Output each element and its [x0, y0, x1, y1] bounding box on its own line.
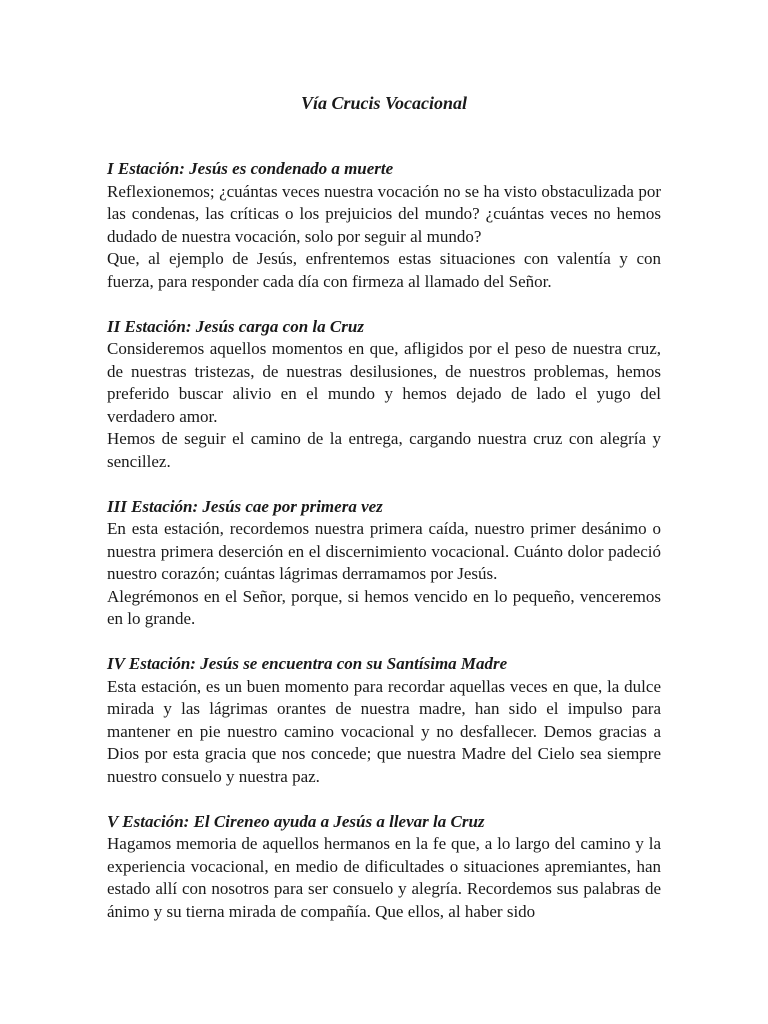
station-1 — [107, 158, 661, 293]
station-5 — [107, 811, 661, 924]
station-1-paragraph-2: Que, al ejemplo de Jesús, enfrentemos estas situaciones con valentía y con fuerza, para responder cada día con firmeza al llamado del Señor. — [107, 249, 661, 291]
station-3-paragraph-1: En esta estación, recordemos nuestra primera caída, nuestro primer desánimo o nuestra primera deserción en el discernimiento vocacional. Cuánto dolor padeció nuestro corazón; cuántas lágrimas derramamos por Jesús. — [107, 519, 661, 583]
station-4 — [107, 653, 661, 788]
document-page — [107, 88, 661, 946]
station-4-heading: IV Estación: Jesús se encuentra con su Santísima Madre — [107, 654, 508, 673]
station-1-heading: I Estación: Jesús es condenado a muerte — [107, 159, 394, 178]
station-3-paragraph-2: Alegrémonos en el Señor, porque, si hemos vencido en lo pequeño, venceremos en lo grande. — [107, 586, 661, 628]
station-4-paragraph-1: Esta estación, es un buen momento para recordar aquellas veces en que, la dulce mirada y las lágrimas orantes de nuestra madre, han sido el impulso para mantener en pie nuestro camino vocacional y no desfallecer. Demos gracias a Dios por esta gracia que nos concede; que nuestra Madre del Cielo sea siempre nuestro consuelo y nuestra paz. — [107, 676, 661, 786]
station-1-paragraph-1: Reflexionemos; ¿cuántas veces nuestra vocación no se ha visto obstaculizada por las condenas, las críticas o los prejuicios del mundo? ¿cuántas veces no hemos dudado de nuestra vocación, solo por seguir al mundo? — [107, 181, 661, 246]
station-3-heading: III Estación: Jesús cae por primera vez — [107, 496, 383, 516]
station-2-paragraph-2: Hemos de seguir el camino de la entrega, cargando nuestra cruz con alegría y sencillez. — [107, 429, 661, 471]
station-2 — [107, 316, 661, 474]
station-3 — [107, 496, 661, 631]
station-5-heading: V Estación: El Cireneo ayuda a Jesús a llevar la Cruz — [107, 811, 485, 831]
station-5-paragraph-1: Hagamos memoria de aquellos hermanos en la fe que, a lo largo del camino y la experiencia vocacional, en medio de dificultades o situaciones apremiantes, han estado allí con nosotros para ser consuelo y alegría. Recordemos sus palabras de ánimo y su tierna mirada de compañía. Que ellos, al haber sido — [107, 834, 661, 921]
document-title: Vía Crucis Vocacional — [300, 93, 468, 113]
station-2-heading: II Estación: Jesús carga con la Cruz — [107, 316, 364, 336]
station-2-paragraph-1: Consideremos aquellos momentos en que, afligidos por el peso de nuestra cruz, de nuestras tristezas, de nuestras desilusiones, de nuestros problemas, hemos preferido buscar alivio en el mundo y hemos dejado de lado el yugo del verdadero amor. — [107, 339, 661, 426]
